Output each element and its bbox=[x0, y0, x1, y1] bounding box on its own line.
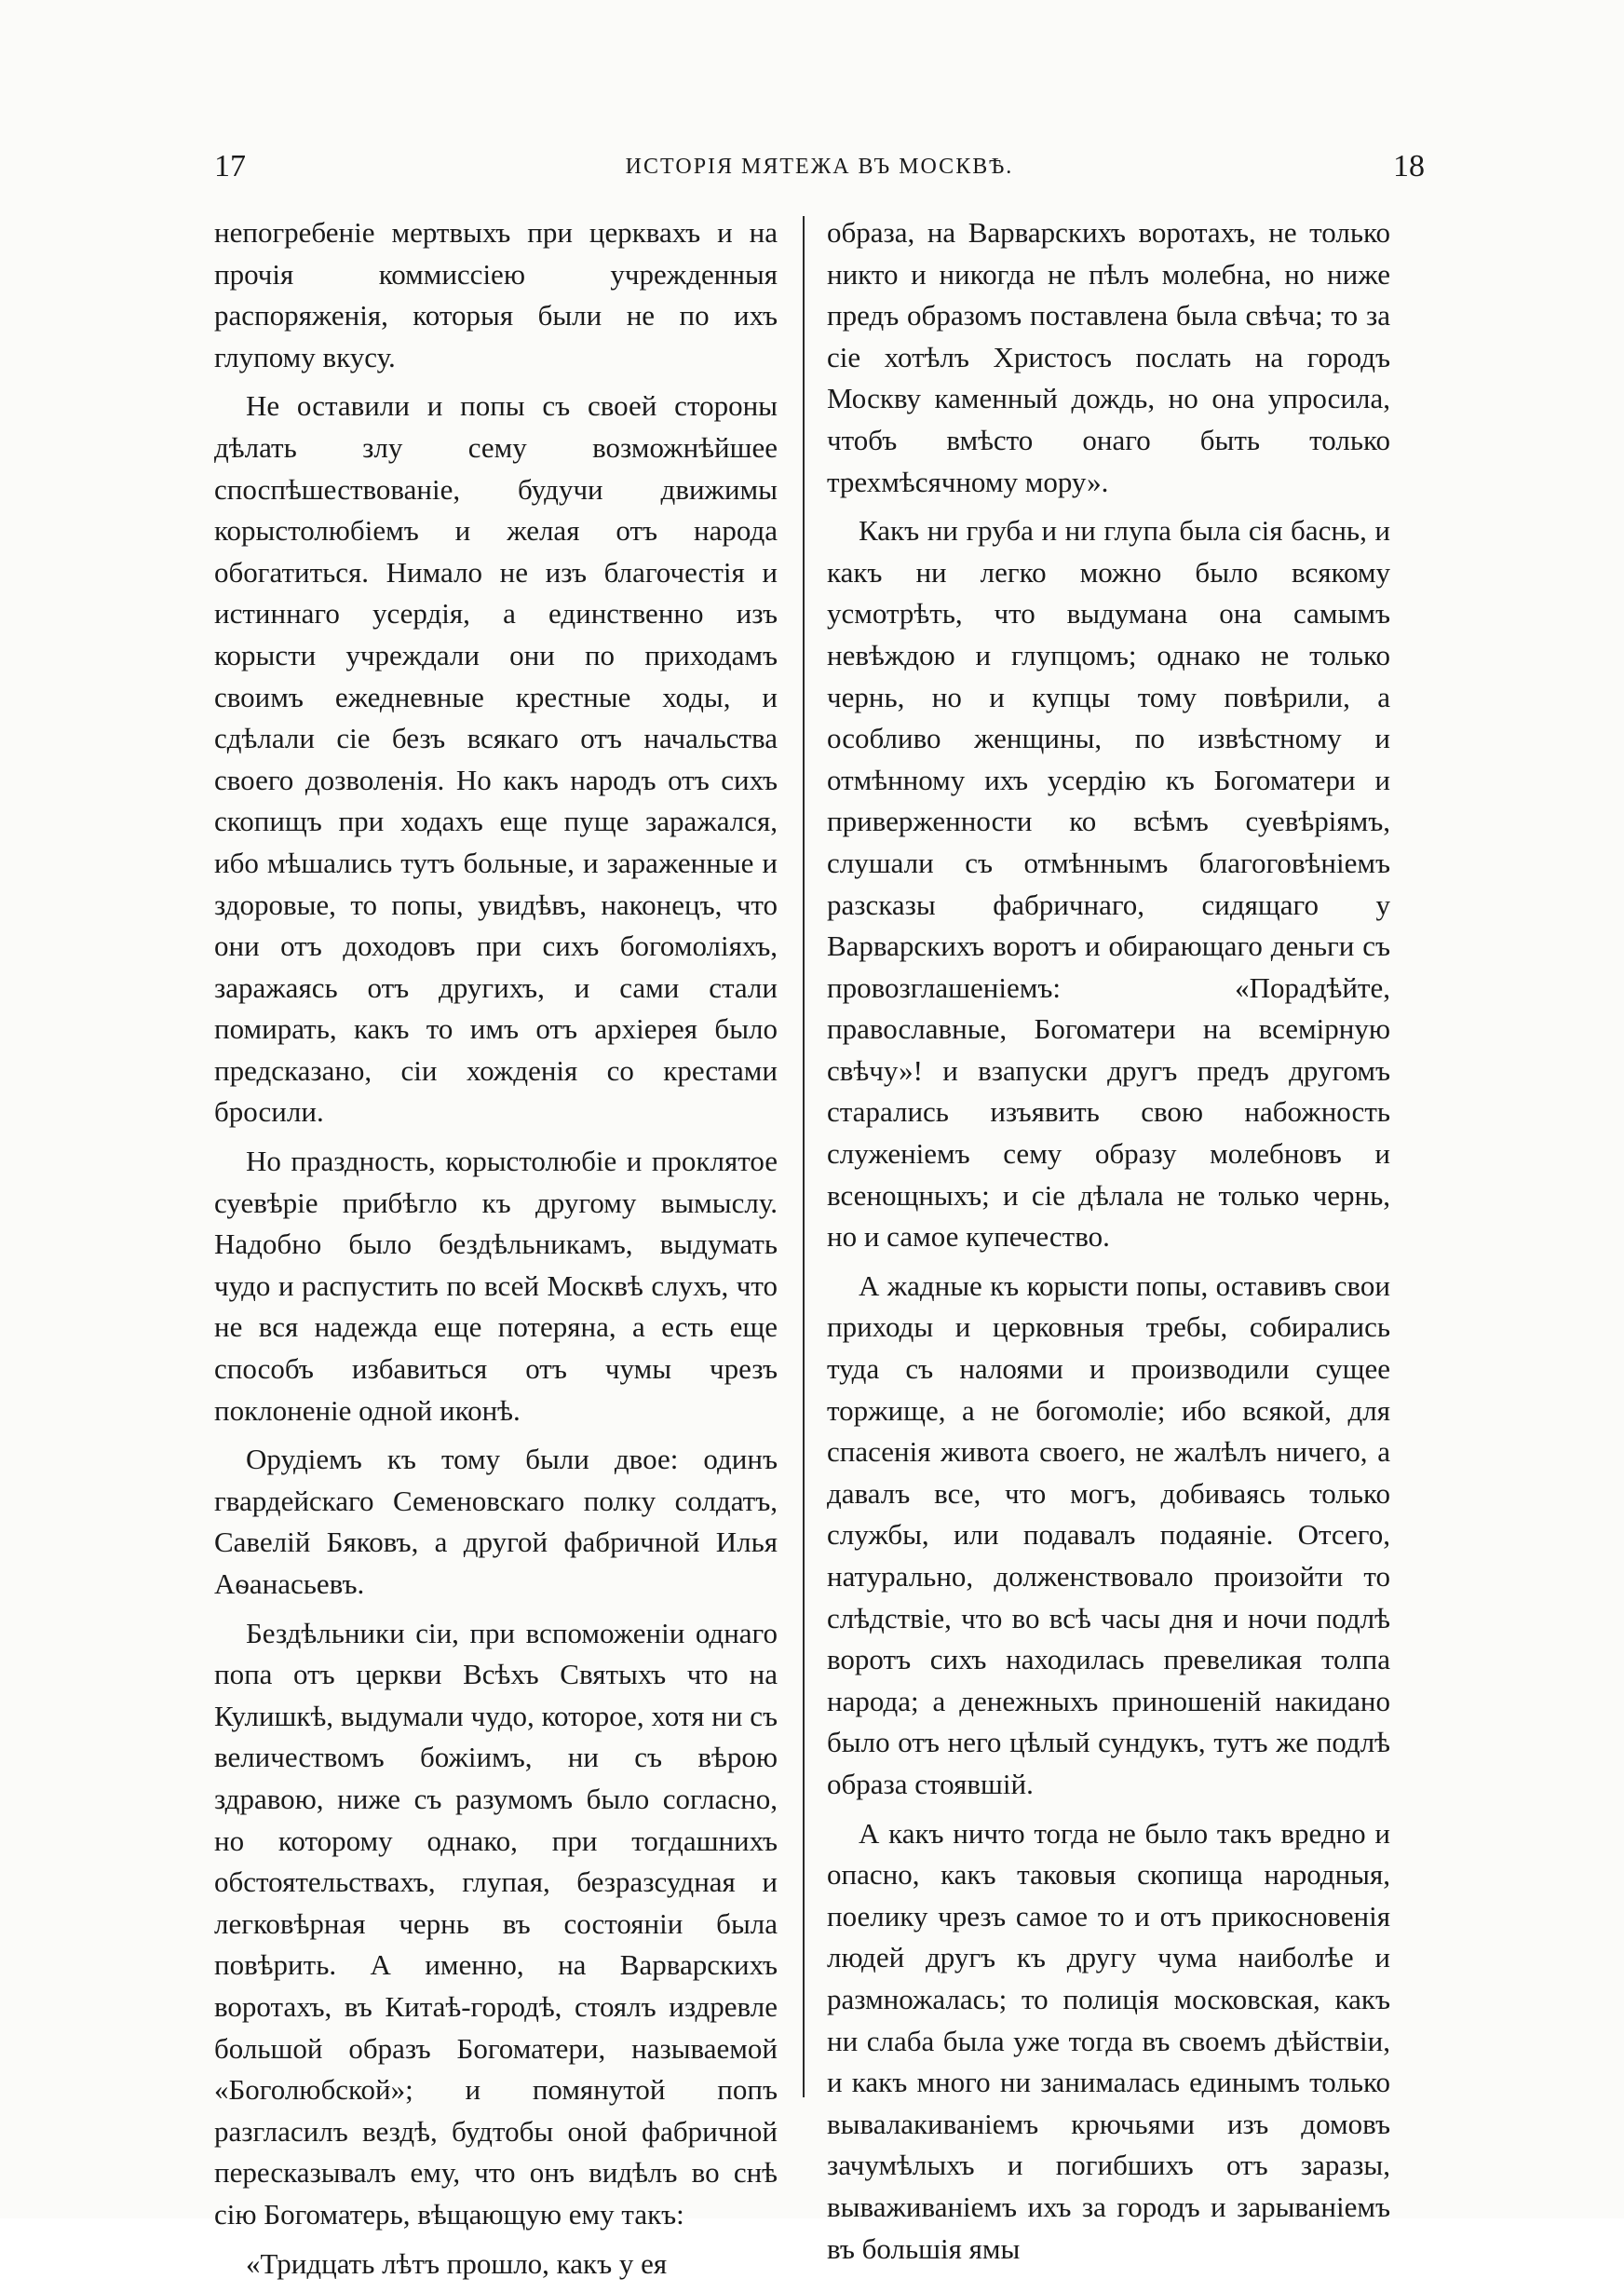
paragraph: Но праздность, корыстолюбіе и проклятое суевѣріе прибѣгло къ другому вымыслу. Надобно было бездѣльникамъ, выдумать чудо и распустить по всей Москвѣ слухъ, что не вся надежда еще потеряна, а есть еще способъ избавиться отъ чумы чрезъ поклоненіе одной иконѣ. bbox=[214, 1145, 778, 1427]
page-number-right: 18 bbox=[1393, 149, 1425, 183]
paragraph: А жадные къ корысти попы, оставивъ свои приходы и церковныя требы, собирались туда съ налоями и производили сущее торжище, а не богомоліе; ибо всякой, для спасенія живота своего, не жалѣлъ ничего, а давалъ все, что могъ, добиваясь только службы, или подавалъ подаяніе. Отсего, натурально, долженствовало произойти то слѣдствіе, что во всѣ часы дня и ночи подлѣ воротъ сихъ находилась превеликая толпа народа; а денежныхъ приношеній накидано было отъ него цѣлый сундукъ, тутъ же подлѣ образа стоявшій. bbox=[827, 1268, 1390, 1800]
paragraph: образа, на Варварскихъ воротахъ, не только никто и никогда не пѣлъ молебна, но ниже предъ образомъ поставлена была свѣча; то за сіе хотѣлъ Христосъ послать на городъ Москву каменный дождь, но она упросила, чтобъ вмѣсто онаго быть только трехмѣсячному мору». bbox=[827, 216, 1390, 498]
right-column bbox=[827, 212, 1390, 2277]
left-column bbox=[214, 212, 778, 2292]
paragraph: Орудіемъ къ тому были двое: одинъ гвардейскаго Семеновскаго полку солдатъ, Савелій Бяковъ, а другой фабричной Илья Аѳанасьевъ. bbox=[214, 1443, 778, 1600]
page-number-left: 17 bbox=[214, 149, 246, 183]
paragraph: Какъ ни груба и ни глупа была сія баснь, и какъ ни легко можно было всякому усмотрѣть, что выдумана она самымъ невѣждою и глупцомъ; однако не только чернь, но и купцы тому повѣрили, а особливо женщины, по извѣстному и отмѣнному ихъ усердію къ Богоматери и приверженности ко всѣмъ суевѣріямъ, слушали съ отмѣннымъ благоговѣніемъ разсказы фабричнаго, сидящаго у Варварскихъ воротъ и обирающаго деньги съ провозглашеніемъ: «Порадѣйте, православные, Богоматери на всемірную свѣчу»! и взапуски другъ предъ другомъ старались изъявить свою набожность служеніемъ сему образу молебновъ и всенощныхъ; и сіе дѣлала не только чернь, но и самое купечество. bbox=[827, 514, 1390, 1254]
paragraph: Бездѣльники сіи, при вспоможеніи однаго попа отъ церкви Всѣхъ Святыхъ что на Кулишкѣ, выдумали чудо, которое, хотя ни съ величествомъ божіимъ, ни съ вѣрою здравою, ниже съ разумомъ было согласно, но которому однако, при тогдашнихъ обстоятельствахъ, глупая, безразсудная и легковѣрная чернь въ состояніи была повѣрить. А именно, на Варварскихъ воротахъ, въ Китаѣ-городѣ, стоялъ издревле большой образъ Богоматери, называемой «Боголюбской»; и помянутой попъ разгласилъ вездѣ, будтобы оной фабричной пересказывалъ ему, что онъ видѣлъ во снѣ сію Богоматерь, вѣщающую ему такъ: bbox=[214, 1616, 778, 2231]
running-title: ИСТОРІЯ МЯТЕЖА ВЪ МОСКВѢ. bbox=[625, 155, 1014, 179]
paragraph: непогребеніе мертвыхъ при церквахъ и на прочія коммиссіею учрежденныя распоряженія, которыя были не по ихъ глупому вкусу. bbox=[214, 216, 778, 373]
page-header bbox=[214, 149, 1425, 196]
paragraph: А какъ ничто тогда не было такъ вредно и опасно, какъ таковыя скопища народныя, поелику чрезъ самое то и отъ прикосновенія людей другъ къ другу чума наиболѣе и размножалась; то полиція московская, какъ ни слаба была уже тогда въ своемъ дѣйствіи, и какъ много ни занималась единымъ только вывалакиваніемъ крючьями изъ домовъ зачумѣлыхъ и погибшихъ отъ заразы, вываживаніемъ ихъ за городъ и зарываніемъ въ большія ямы bbox=[827, 1816, 1390, 2265]
column-divider bbox=[803, 216, 805, 2097]
paragraph: Не оставили и попы съ своей стороны дѣлать злу сему возможнѣйшее споспѣшествованіе, будучи движимы корыстолюбіемъ и желая отъ народа обогатиться. Нимало не изъ благочестія и истиннаго усердія, а единственно изъ корысти учреждали они по приходамъ своимъ ежедневные крестные ходы, и сдѣлали сіе безъ всякаго отъ начальства своего дозволенія. Но какъ народъ отъ сихъ скопищъ при ходахъ еще пуще заражался, ибо мѣшались тутъ больные, и зараженные и здоровые, то попы, увидѣвъ, наконецъ, что они отъ доходовъ при сихъ богомоліяхъ, заражаясь отъ другихъ, и сами стали помирать, какъ то имъ отъ архіерея было предсказано, сіи хожденія со крестами бросили. bbox=[214, 389, 778, 1129]
paragraph: «Тридцать лѣтъ прошло, какъ у ея bbox=[246, 2246, 668, 2280]
